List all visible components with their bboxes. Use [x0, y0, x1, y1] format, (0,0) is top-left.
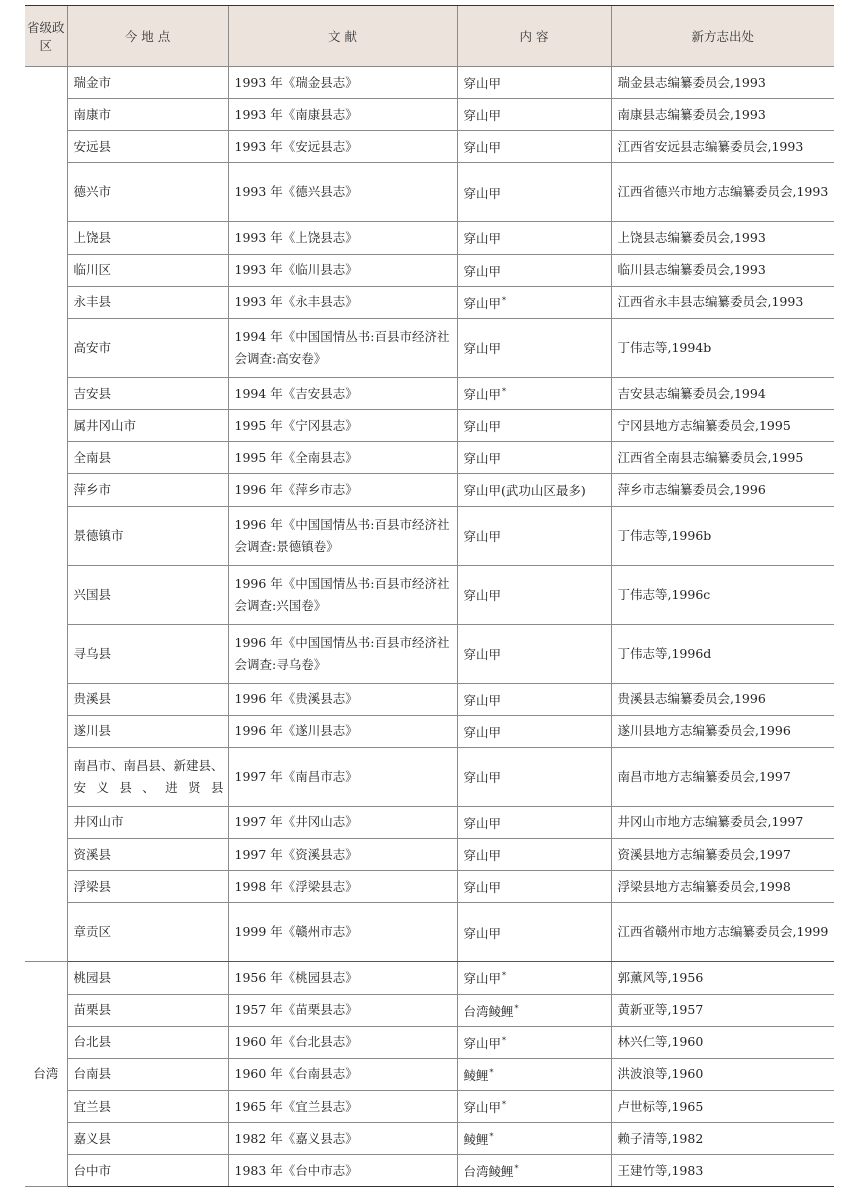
document-cell-text: 1993 年《德兴县志》: [234, 184, 358, 200]
document-cell: [228, 1090, 457, 1122]
source-cell-text: 江西省安远县志编纂委员会,1993: [617, 138, 804, 154]
content-cell-text: 穿山甲: [463, 692, 502, 708]
document-cell-text: 1996 年《萍乡市志》: [234, 481, 358, 497]
table-row: [25, 565, 834, 624]
content-cell: [457, 67, 611, 99]
content-cell-text: 台湾鲮鲤: [463, 1164, 514, 1180]
place-cell: [67, 163, 228, 222]
table-row: [25, 1058, 834, 1090]
content-cell: [457, 624, 611, 683]
place-cell-text: 苗栗县: [73, 1002, 112, 1018]
table-row: [25, 1026, 834, 1058]
content-cell-text: 穿山甲: [463, 295, 502, 311]
source-cell: [611, 624, 834, 683]
source-cell-text: 洪波浪等,1960: [617, 1066, 704, 1082]
document-cell-text: 1997 年《南昌市志》: [234, 768, 358, 784]
content-cell: [457, 565, 611, 624]
table-row: [25, 624, 834, 683]
source-cell: [611, 222, 834, 254]
source-cell: [611, 1123, 834, 1155]
place-cell: [67, 318, 228, 377]
source-cell: [611, 806, 834, 838]
place-cell-text: 嘉义县: [73, 1130, 112, 1146]
document-cell: [228, 1058, 457, 1090]
content-cell-text: 穿山甲: [463, 1100, 502, 1116]
source-cell: [611, 1058, 834, 1090]
document-cell-text: 1996 年《遂川县志》: [234, 723, 358, 739]
content-cell-text: 穿山甲: [463, 451, 502, 467]
header-province: 省级政区: [25, 6, 67, 67]
source-cell: [611, 903, 834, 962]
content-cell-text: 穿山甲: [463, 971, 502, 987]
place-cell-text: 景德镇市: [73, 527, 124, 543]
source-cell-text: 林兴仁等,1960: [617, 1034, 704, 1050]
document-cell-text: 1994 年《吉安县志》: [234, 385, 358, 401]
table-row: [25, 506, 834, 565]
place-cell: [67, 747, 228, 806]
table-row: [25, 994, 834, 1026]
document-cell-text: 1994 年《中国国情丛书:百县市经济社会调查:高安卷》: [234, 328, 450, 366]
place-cell: [67, 715, 228, 747]
document-cell: [228, 565, 457, 624]
table-row: [25, 318, 834, 377]
source-cell: [611, 1155, 834, 1187]
content-cell: [457, 683, 611, 715]
source-cell-text: 遂川县地方志编纂委员会,1996: [617, 723, 791, 739]
place-cell: [67, 442, 228, 474]
source-cell: [611, 318, 834, 377]
source-cell: [611, 747, 834, 806]
source-cell-text: 江西省赣州市地方志编纂委员会,1999: [617, 924, 829, 940]
content-cell: [457, 903, 611, 962]
document-cell: [228, 806, 457, 838]
source-cell: [611, 1090, 834, 1122]
header-content: 内 容: [457, 6, 611, 67]
source-cell-text: 赖子清等,1982: [617, 1130, 704, 1146]
document-cell: [228, 163, 457, 222]
place-cell-text: 桃园县: [73, 969, 112, 985]
place-cell-text: 高安市: [73, 339, 112, 355]
document-cell-text: 1965 年《宜兰县志》: [234, 1098, 358, 1114]
document-cell-text: 1956 年《桃园县志》: [234, 969, 358, 985]
content-cell-text: 穿山甲: [463, 647, 502, 663]
document-cell-text: 1960 年《台南县志》: [234, 1066, 358, 1082]
place-cell-text: 寻乌县: [73, 645, 112, 661]
source-cell: [611, 565, 834, 624]
document-cell: [228, 624, 457, 683]
source-cell: [611, 67, 834, 99]
place-cell: [67, 871, 228, 903]
table-row: [25, 1123, 834, 1155]
place-cell-text: 上饶县: [73, 230, 112, 246]
table-row: [25, 99, 834, 131]
document-cell-text: 1996 年《中国国情丛书:百县市经济社会调查:寻乌卷》: [234, 634, 450, 672]
content-cell: [457, 318, 611, 377]
place-cell: [67, 994, 228, 1026]
document-cell: [228, 994, 457, 1026]
content-cell-text: 穿山甲: [463, 848, 502, 864]
document-cell: [228, 410, 457, 442]
document-cell: [228, 318, 457, 377]
place-cell: [67, 1026, 228, 1058]
table-row: [25, 747, 834, 806]
source-cell-text: 江西省永丰县志编纂委员会,1993: [617, 294, 804, 310]
content-cell: [457, 1026, 611, 1058]
table-row: [25, 1155, 834, 1187]
place-cell: [67, 1123, 228, 1155]
place-cell: [67, 1155, 228, 1187]
place-cell: [67, 131, 228, 163]
place-cell-text: 永丰县: [73, 294, 112, 310]
content-cell: [457, 1058, 611, 1090]
document-cell-text: 1997 年《井冈山志》: [234, 814, 358, 830]
source-cell-text: 江西省德兴市地方志编纂委员会,1993: [617, 184, 829, 200]
place-cell: [67, 254, 228, 286]
document-cell-text: 1996 年《中国国情丛书:百县市经济社会调查:景德镇卷》: [234, 516, 450, 554]
place-cell-text: 萍乡市: [73, 481, 112, 497]
document-cell-text: 1993 年《瑞金县志》: [234, 74, 358, 90]
document-cell: [228, 442, 457, 474]
document-cell-text: 1993 年《南康县志》: [234, 106, 358, 122]
document-cell: [228, 871, 457, 903]
place-cell: [67, 410, 228, 442]
content-cell-text: 穿山甲: [463, 724, 502, 740]
place-cell-text: 宜兰县: [73, 1098, 112, 1114]
place-cell-text: 瑞金市: [73, 74, 112, 90]
source-cell: [611, 839, 834, 871]
content-cell-text: 穿山甲: [463, 880, 502, 896]
place-cell: [67, 683, 228, 715]
source-cell-text: 吉安县志编纂委员会,1994: [617, 385, 766, 401]
place-cell-text: 贵溪县: [73, 691, 112, 707]
document-cell: [228, 747, 457, 806]
source-cell-text: 郭薰风等,1956: [617, 969, 704, 985]
table-row: [25, 474, 834, 506]
content-cell: [457, 1155, 611, 1187]
place-cell: [67, 67, 228, 99]
source-cell-text: 南康县志编纂委员会,1993: [617, 106, 766, 122]
records-table: [25, 5, 834, 1187]
content-cell-text: 穿山甲: [463, 770, 502, 786]
source-cell-text: 上饶县志编纂委员会,1993: [617, 230, 766, 246]
content-cell-text: 穿山甲: [463, 588, 502, 604]
place-cell: [67, 474, 228, 506]
source-cell: [611, 994, 834, 1026]
document-cell: [228, 254, 457, 286]
footnote-mark: *: [502, 1035, 507, 1045]
source-cell-text: 南昌市地方志编纂委员会,1997: [617, 768, 791, 784]
document-cell-text: 1982 年《嘉义县志》: [234, 1130, 358, 1146]
place-cell-text: 属井冈山市: [73, 417, 137, 433]
source-cell: [611, 163, 834, 222]
content-cell-text: 台湾鲮鲤: [463, 1003, 514, 1019]
table-row: [25, 286, 834, 318]
document-cell: [228, 67, 457, 99]
content-cell-text: 穿山甲: [463, 76, 502, 92]
document-cell: [228, 377, 457, 409]
document-cell: [228, 715, 457, 747]
document-cell-text: 1995 年《全南县志》: [234, 449, 358, 465]
document-cell-text: 1993 年《上饶县志》: [234, 230, 358, 246]
content-cell: [457, 474, 611, 506]
content-cell: [457, 254, 611, 286]
place-cell: [67, 222, 228, 254]
content-cell-text: 穿山甲: [463, 263, 502, 279]
source-cell: [611, 962, 834, 994]
content-cell: [457, 163, 611, 222]
source-cell: [611, 286, 834, 318]
source-cell: [611, 1026, 834, 1058]
place-cell: [67, 1090, 228, 1122]
footnote-mark: *: [489, 1067, 494, 1077]
source-cell-text: 宁冈县地方志编纂委员会,1995: [617, 417, 791, 433]
table-row: [25, 67, 834, 99]
document-cell-text: 1960 年《台北县志》: [234, 1034, 358, 1050]
place-cell-text: 安远县: [73, 138, 112, 154]
footnote-mark: *: [489, 1132, 494, 1142]
content-cell-text: 穿山甲: [463, 186, 502, 202]
table-row: [25, 683, 834, 715]
content-cell-text: 穿山甲: [463, 529, 502, 545]
source-cell-text: 丁伟志等,1996c: [617, 586, 711, 602]
place-cell-text: 全南县: [73, 449, 112, 465]
footnote-mark: *: [502, 1099, 507, 1109]
footnote-mark: *: [502, 971, 507, 981]
place-cell: [67, 565, 228, 624]
source-cell: [611, 683, 834, 715]
source-cell: [611, 715, 834, 747]
place-cell-text: 遂川县: [73, 723, 112, 739]
document-cell-text: 1983 年《台中市志》: [234, 1162, 358, 1178]
content-cell-text: 穿山甲: [463, 816, 502, 832]
table-row: [25, 377, 834, 409]
content-cell: [457, 286, 611, 318]
document-cell: [228, 903, 457, 962]
document-cell: [228, 99, 457, 131]
source-cell-text: 江西省全南县志编纂委员会,1995: [617, 449, 804, 465]
place-cell-text: 资溪县: [73, 846, 112, 862]
source-cell-text: 资溪县地方志编纂委员会,1997: [617, 846, 791, 862]
content-cell-text: 穿山甲: [463, 925, 502, 941]
document-cell: [228, 1155, 457, 1187]
footnote-mark: *: [514, 1003, 519, 1013]
document-cell: [228, 222, 457, 254]
place-cell: [67, 903, 228, 962]
content-cell-text: 穿山甲: [463, 140, 502, 156]
content-cell: [457, 506, 611, 565]
document-cell-text: 1995 年《宁冈县志》: [234, 417, 358, 433]
document-cell-text: 1998 年《浮梁县志》: [234, 878, 358, 894]
source-cell: [611, 254, 834, 286]
place-cell-text: 台中市: [73, 1162, 112, 1178]
source-cell-text: 贵溪县志编纂委员会,1996: [617, 691, 766, 707]
place-cell-text: 吉安县: [73, 385, 112, 401]
content-cell: [457, 99, 611, 131]
content-cell-text: 穿山甲: [463, 419, 502, 435]
document-cell-text: 1996 年《中国国情丛书:百县市经济社会调查:兴国卷》: [234, 575, 450, 613]
source-cell: [611, 99, 834, 131]
header-place: 今 地 点: [67, 6, 228, 67]
place-cell-text: 临川区: [73, 262, 112, 278]
content-cell: [457, 377, 611, 409]
document-cell: [228, 506, 457, 565]
header-source: 新方志出处: [611, 6, 834, 67]
source-cell-text: 丁伟志等,1996b: [617, 527, 712, 543]
content-cell: [457, 871, 611, 903]
document-cell-text: 1993 年《安远县志》: [234, 138, 358, 154]
document-cell-text: 1999 年《赣州市志》: [234, 924, 358, 940]
source-cell-text: 瑞金县志编纂委员会,1993: [617, 74, 766, 90]
document-cell: [228, 131, 457, 163]
source-cell-text: 临川县志编纂委员会,1993: [617, 262, 766, 278]
source-cell: [611, 377, 834, 409]
source-cell: [611, 871, 834, 903]
document-cell: [228, 839, 457, 871]
content-cell-text: 鲮鲤: [463, 1067, 489, 1083]
source-cell-text: 王建竹等,1983: [617, 1162, 704, 1178]
document-cell-text: 1993 年《临川县志》: [234, 262, 358, 278]
table-row: [25, 410, 834, 442]
document-cell-text: 1993 年《永丰县志》: [234, 294, 358, 310]
source-cell-text: 丁伟志等,1996d: [617, 645, 712, 661]
province-cell: 台湾: [25, 962, 67, 1187]
place-cell-text: 德兴市: [73, 184, 112, 200]
source-cell: [611, 410, 834, 442]
table-row: [25, 871, 834, 903]
document-cell: [228, 962, 457, 994]
table-row: [25, 163, 834, 222]
place-cell-text: 章贡区: [73, 924, 112, 940]
source-cell-text: 丁伟志等,1994b: [617, 339, 712, 355]
place-cell-text: 兴国县: [73, 586, 112, 602]
content-cell: [457, 839, 611, 871]
document-cell-text: 1997 年《资溪县志》: [234, 846, 358, 862]
content-cell-text: 穿山甲(武功山区最多): [463, 483, 586, 499]
document-cell-text: 1996 年《贵溪县志》: [234, 691, 358, 707]
table-row: [25, 222, 834, 254]
footnote-mark: *: [502, 295, 507, 305]
place-cell-text: 台北县: [73, 1034, 112, 1050]
place-cell-text: 井冈山市: [73, 814, 124, 830]
source-cell-text: 萍乡市志编纂委员会,1996: [617, 481, 766, 497]
content-cell: [457, 222, 611, 254]
place-cell-text: 南昌市、南昌县、新建县、安义县、进贤县: [73, 757, 224, 795]
document-cell-text: 1957 年《苗栗县志》: [234, 1002, 358, 1018]
place-cell-text: 浮梁县: [73, 878, 112, 894]
table-row: [25, 254, 834, 286]
source-cell-text: 黄新亚等,1957: [617, 1002, 704, 1018]
source-cell: [611, 442, 834, 474]
table-row: [25, 806, 834, 838]
place-cell: [67, 1058, 228, 1090]
table-row: [25, 839, 834, 871]
header-document: 文 献: [228, 6, 457, 67]
footnote-mark: *: [514, 1164, 519, 1174]
place-cell: [67, 806, 228, 838]
document-cell: [228, 1026, 457, 1058]
content-cell: [457, 962, 611, 994]
province-cell: [25, 67, 67, 962]
place-cell: [67, 962, 228, 994]
footnote-mark: *: [502, 386, 507, 396]
place-cell-text: 台南县: [73, 1066, 112, 1082]
source-cell: [611, 474, 834, 506]
content-cell: [457, 806, 611, 838]
table-body: [25, 67, 834, 1187]
document-cell: [228, 1123, 457, 1155]
content-cell: [457, 747, 611, 806]
table-row: [25, 442, 834, 474]
place-cell: [67, 839, 228, 871]
table-row: [25, 715, 834, 747]
content-cell: [457, 1090, 611, 1122]
place-cell: [67, 286, 228, 318]
content-cell: [457, 994, 611, 1026]
document-cell: [228, 683, 457, 715]
source-cell: [611, 131, 834, 163]
place-cell: [67, 99, 228, 131]
source-cell-text: 井冈山市地方志编纂委员会,1997: [617, 814, 804, 830]
content-cell-text: 穿山甲: [463, 341, 502, 357]
content-cell: [457, 1123, 611, 1155]
place-cell: [67, 506, 228, 565]
place-cell-text: 南康市: [73, 106, 112, 122]
content-cell: [457, 410, 611, 442]
source-cell-text: 卢世标等,1965: [617, 1098, 704, 1114]
content-cell-text: 鲮鲤: [463, 1132, 489, 1148]
source-cell: [611, 506, 834, 565]
document-cell: [228, 474, 457, 506]
content-cell: [457, 715, 611, 747]
place-cell: [67, 624, 228, 683]
place-cell: [67, 377, 228, 409]
content-cell: [457, 442, 611, 474]
document-cell: [228, 286, 457, 318]
source-cell-text: 浮梁县地方志编纂委员会,1998: [617, 878, 791, 894]
table-row: [25, 903, 834, 962]
content-cell: [457, 131, 611, 163]
content-cell-text: 穿山甲: [463, 231, 502, 247]
content-cell-text: 穿山甲: [463, 1035, 502, 1051]
header-row: [25, 6, 834, 67]
table-row: [25, 962, 834, 994]
table-row: [25, 1090, 834, 1122]
table-row: [25, 131, 834, 163]
content-cell-text: 穿山甲: [463, 108, 502, 124]
content-cell-text: 穿山甲: [463, 387, 502, 403]
